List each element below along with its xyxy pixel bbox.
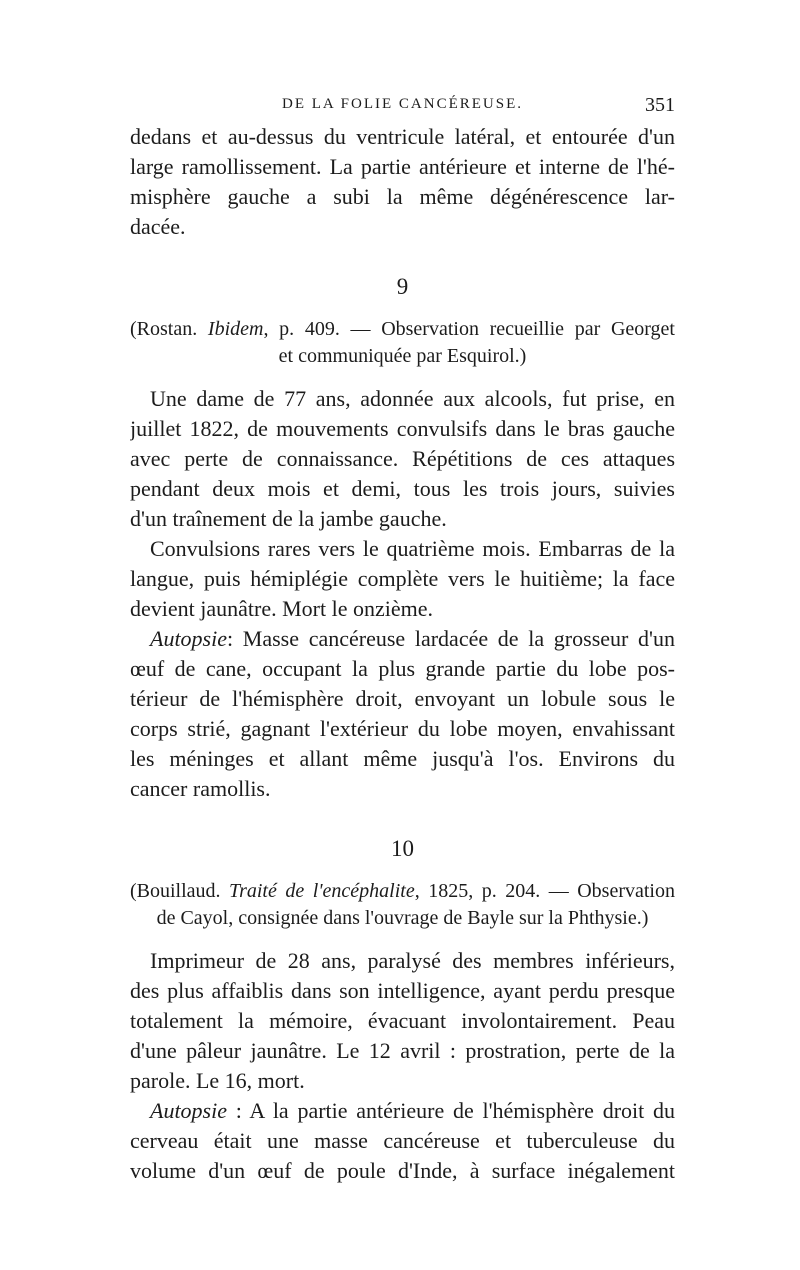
autopsy-text: : A la partie antérieure de l'hémisphère droit du [227,1098,675,1123]
text-line: dedans et au-dessus du ventricule latéral, et entourée d'un [130,124,675,149]
page-number: 351 [645,94,675,116]
case-9-autopsy [130,624,675,804]
citation-work: Traité de l'encéphalite [229,880,415,902]
text-line: large ramollissement. La partie antérieure et interne de l'hé- [130,154,675,179]
text-line: avec perte de connaissance. Répétitions de ces attaques [130,446,675,471]
case-10-autopsy [130,1096,675,1186]
text-line: Une dame de 77 ans, adonnée aux alcools, fut prise, en [150,386,675,411]
text-line: œuf de cane, occupant la plus grande partie du lobe pos- [130,656,675,681]
case-9-citation [130,316,675,370]
text-line: dacée. [130,214,186,239]
case-9-evolution [130,534,675,624]
text-line: totalement la mémoire, évacuant involontairement. Peau [130,1008,675,1033]
text-line: juillet 1822, de mouvements convulsifs dans le bras gauche [130,416,675,441]
text-line: corps strié, gagnant l'extérieur du lobe moyen, envahissant [130,716,675,741]
paragraph-continued [130,122,675,242]
citation-rest: , 1825, p. 204. — Observation [414,880,675,902]
text-line: parole. Le 16, mort. [130,1068,305,1093]
citation-line: de Cayol, consignée dans l'ouvrage de Bayle sur la Phthysie.) [156,907,649,929]
citation-line [130,316,675,343]
text-line: Imprimeur de 28 ans, paralysé des membres inférieurs, [150,948,675,973]
citation-ibidem: Ibidem [207,318,264,340]
text-line: devient jaunâtre. Mort le onzième. [130,596,433,621]
text-line: les méninges et allant même jusqu'à l'os. Environs du [130,746,675,771]
text-line: cerveau était une masse cancéreuse et tuberculeuse du [130,1128,675,1153]
citation-line: et communiquée par Esquirol.) [278,345,527,367]
citation-author: (Rostan. [130,318,208,340]
spacer [130,864,675,878]
autopsy-label: Autopsie [150,626,227,651]
spacer [130,242,675,272]
spacer [130,932,675,946]
citation-rest: , p. 409. — Observation recueillie par Georget [263,318,675,340]
page-body [130,122,675,1186]
case-10-citation [130,878,675,932]
text-line: des plus affaiblis dans son intelligence, ayant perdu presque [130,978,675,1003]
case-9-history [130,384,675,534]
text-line: pendant deux mois et demi, tous les trois jours, suivies [130,476,675,501]
citation-line [130,878,675,905]
text-line [130,1096,675,1126]
text-line: térieur de l'hémisphère droit, envoyant un lobule sous le [130,686,675,711]
text-line [130,624,675,654]
text-line: Convulsions rares vers le quatrième mois. Embarras de la [150,536,675,561]
case-number-9: 9 [396,274,409,299]
text-line: d'un traînement de la jambe gauche. [130,506,447,531]
running-head [130,96,675,120]
spacer [130,302,675,316]
spacer [130,804,675,834]
autopsy-text: : Masse cancéreuse lardacée de la grosseur d'un [227,626,675,651]
case-10-history [130,946,675,1096]
text-line: d'une pâleur jaunâtre. Le 12 avril : prostration, perte de la [130,1038,675,1063]
text-line: misphère gauche a subi la même dégénérescence lar- [130,184,675,209]
citation-author: (Bouillaud. [130,880,230,902]
text-line: langue, puis hémiplégie complète vers le huitième; la face [130,566,675,591]
running-title: DE LA FOLIE CANCÉREUSE. [282,96,523,112]
autopsy-label: Autopsie [150,1098,227,1123]
case-number-10: 10 [391,836,414,861]
text-line: volume d'un œuf de poule d'Inde, à surface inégalement [130,1158,675,1183]
text-line: cancer ramollis. [130,776,271,801]
spacer [130,370,675,384]
